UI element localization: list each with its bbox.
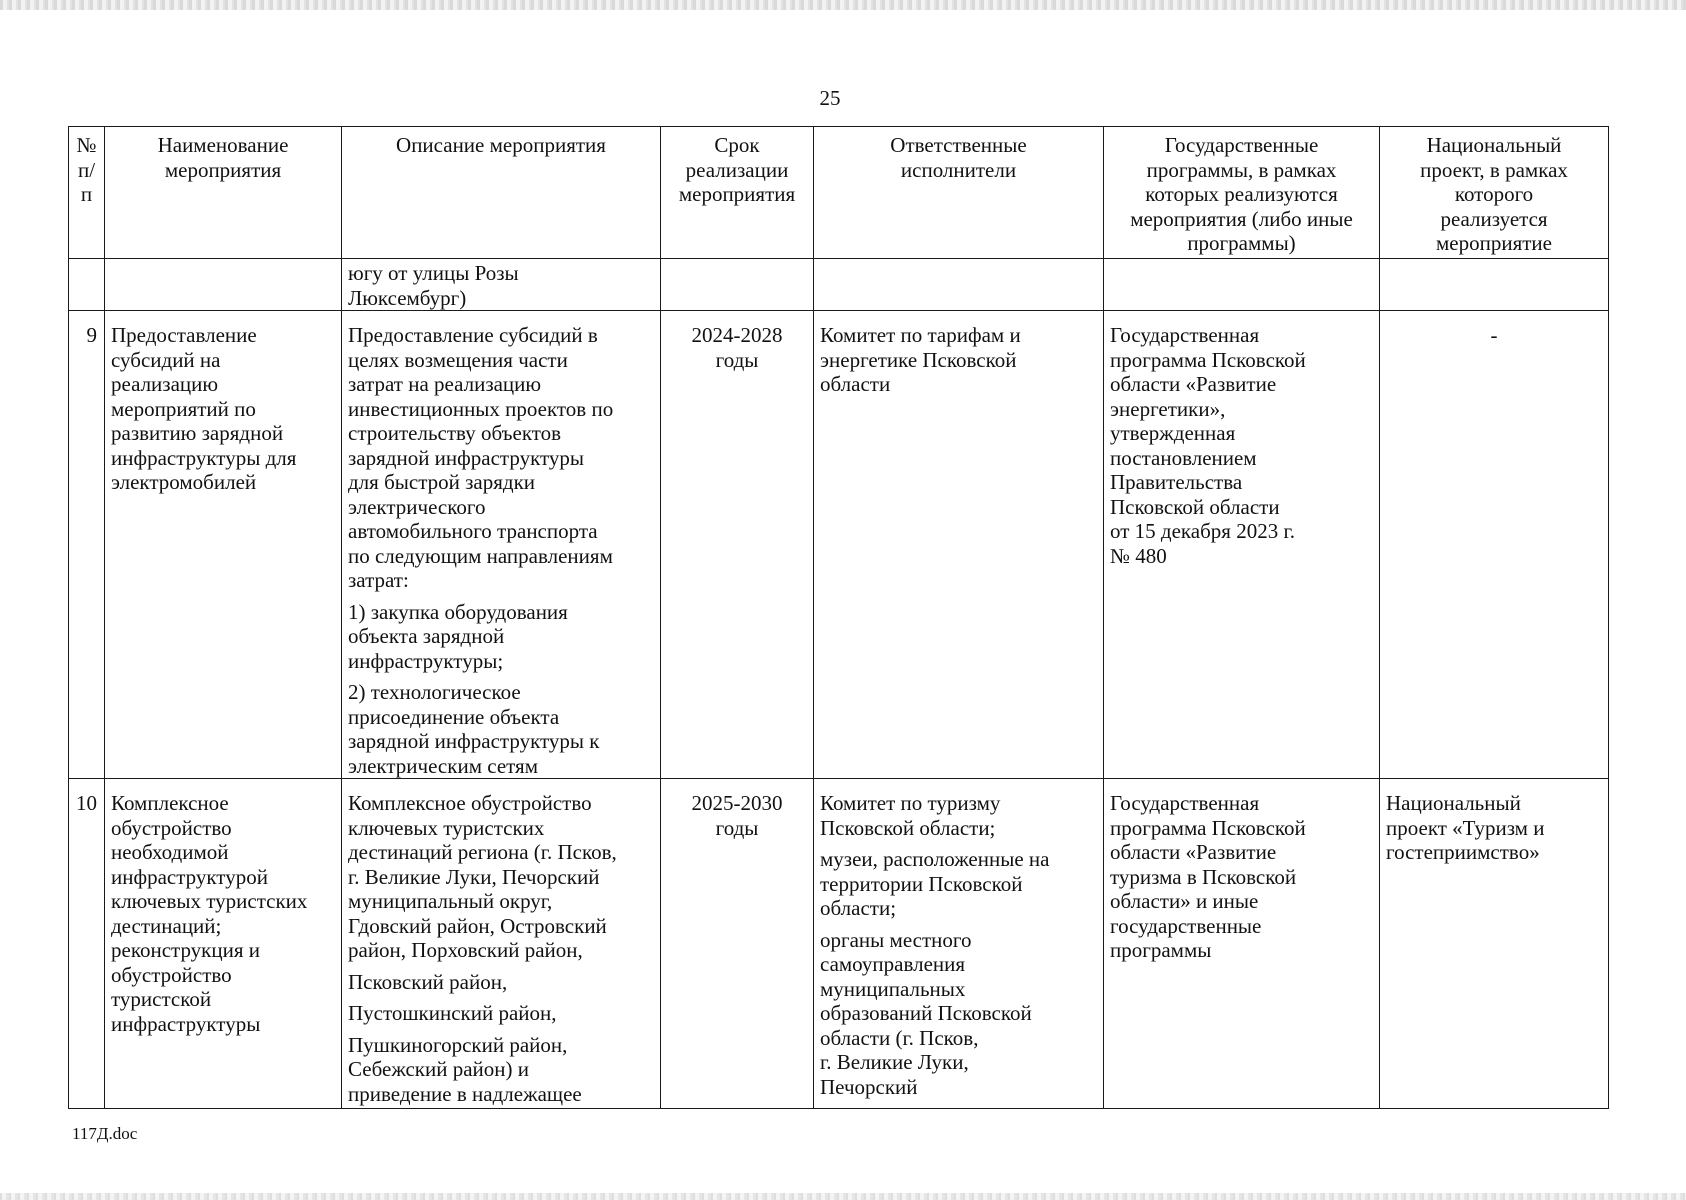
header-programs [1104, 127, 1380, 259]
responsible-paragraph: органы местного самоуправления муниципальных образований Псковской области (г. Псков, г. Великие Луки, Печорский [820, 927, 1032, 1099]
header-description [342, 127, 661, 259]
scan-edge-top [0, 0, 1686, 10]
scan-edge-bottom [0, 1193, 1686, 1200]
cell-national-project [1380, 311, 1609, 779]
table-row [69, 779, 1609, 1109]
cell-national-project [1380, 779, 1609, 1109]
page-number: 25 [819, 86, 841, 110]
header-term-label: Срок реализации мероприятия [678, 133, 796, 206]
measure-term: 2025-2030 годы [691, 791, 783, 840]
responsible-paragraph: Комитет по тарифам и энергетике Псковской области [820, 323, 1021, 396]
measure-name: Комплексное обустройство необходимой инфраструктурой ключевых туристских дестинаций; реконструкция и обустройство туристской инфраструктуры [111, 791, 308, 1036]
cell-description [342, 259, 661, 311]
cell-term [661, 259, 814, 311]
cell-name [105, 779, 342, 1109]
description-paragraph: 1) закупка оборудования объекта зарядной инфраструктуры; [348, 599, 568, 673]
description-paragraph: 2) технологическое присоединение объекта зарядной инфраструктуры к электрическим сетям [348, 680, 600, 778]
header-term [661, 127, 814, 259]
header-national-project-label: Национальный проект, в рамках которого реализуется мероприятие [1420, 133, 1568, 255]
header-responsible-label: Ответственные исполнители [890, 133, 1027, 182]
description-paragraph: Предоставление субсидий в целях возмещения части затрат на реализацию инвестиционных проектов по строительству объектов зарядной инфраструктуры для быстрой зарядки электрического автомобильного транспорта по следующим направлениям затрат: [348, 323, 614, 592]
cell-programs [1104, 779, 1380, 1109]
cell-term [661, 311, 814, 779]
cell-name [105, 311, 342, 779]
header-programs-label: Государственные программы, в рамках которых реализуются мероприятия (либо иные программы) [1130, 133, 1353, 255]
cell-description [342, 779, 661, 1109]
cell-programs [1104, 311, 1380, 779]
cell-responsible [814, 259, 1104, 311]
measure-description [348, 311, 654, 778]
table-row [69, 311, 1609, 779]
row-number: 9 [69, 311, 105, 779]
cell-programs [1104, 259, 1380, 311]
measure-programs: Государственная программа Псковской области «Развитие энергетики», утвержденная постановлением Правительства Псковской области от 15 декабря 2023 г. № 480 [1110, 323, 1306, 568]
header-national-project [1380, 127, 1609, 259]
measure-description [348, 779, 654, 1106]
description-paragraph: Пустошкинский район, [348, 1001, 557, 1025]
measure-programs: Государственная программа Псковской области «Развитие туризма в Псковской области» и иные государственные программы [1110, 791, 1306, 962]
measure-national-project: Национальный проект «Туризм и гостеприимство» [1386, 791, 1545, 864]
header-num [69, 127, 105, 259]
measure-name: Предоставление субсидий на реализацию мероприятий по развитию зарядной инфраструктуры для электромобилей [111, 323, 297, 494]
cell-num [69, 259, 105, 311]
description-paragraph: Комплексное обустройство ключевых туристских дестинаций региона (г. Псков, г. Великие Луки, Печорский муниципальный округ, Гдовский район, Островский район, Порховский район, [348, 791, 617, 962]
measures-table [68, 126, 1609, 1109]
continuation-description: югу от улицы Розы Люксембург) [348, 261, 519, 310]
row-number: 10 [69, 779, 105, 1109]
responsible-paragraph: музеи, расположенные на территории Псковской области; [820, 847, 1050, 920]
header-name [105, 127, 342, 259]
cell-name [105, 259, 342, 311]
responsible-paragraph: Комитет по туризму Псковской области; [820, 791, 1001, 840]
measure-national-project: - [1490, 323, 1498, 347]
header-description-label: Описание мероприятия [396, 133, 606, 157]
header-row [69, 127, 1609, 259]
cell-national-project [1380, 259, 1609, 311]
measure-responsible [820, 779, 1097, 1099]
cell-term [661, 779, 814, 1109]
description-paragraph: Псковский район, [348, 969, 508, 994]
cell-description [342, 311, 661, 779]
header-num-label: № п/п [76, 133, 97, 206]
cell-responsible [814, 311, 1104, 779]
footer-filename: 117Д.doc [72, 1124, 138, 1143]
table-row-continuation [69, 259, 1609, 311]
measure-responsible [820, 311, 1097, 397]
description-paragraph: Пушкиногорский район, Себежский район) и приведение в надлежащее [348, 1032, 582, 1106]
header-responsible [814, 127, 1104, 259]
measure-term: 2024-2028 годы [691, 323, 783, 372]
header-name-label: Наименование мероприятия [157, 133, 289, 182]
cell-responsible [814, 779, 1104, 1109]
